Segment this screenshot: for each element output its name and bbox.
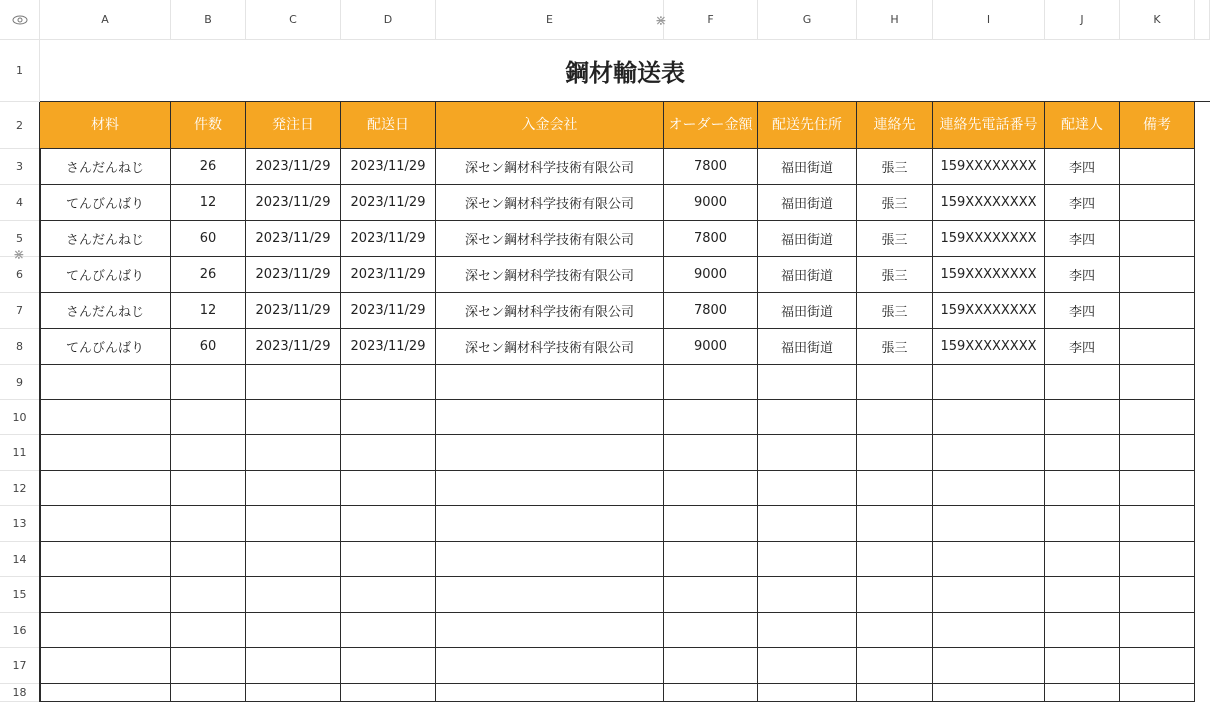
table-header-cell[interactable]: 備考 xyxy=(1120,102,1195,149)
column-header-blank xyxy=(1195,0,1210,40)
empty-cell[interactable] xyxy=(664,435,758,471)
table-cell[interactable]: 深セン鋼材科学技術有限公司 xyxy=(436,149,664,185)
empty-cell[interactable] xyxy=(758,506,857,542)
empty-cell[interactable] xyxy=(40,506,171,542)
empty-cell[interactable] xyxy=(758,648,857,684)
table-cell[interactable]: 張三 xyxy=(857,221,933,257)
empty-cell[interactable] xyxy=(341,506,436,542)
table-header-cell[interactable]: 入金会社 xyxy=(436,102,664,149)
empty-cell[interactable] xyxy=(171,365,246,400)
empty-cell[interactable] xyxy=(246,471,341,506)
table-header-cell[interactable]: 連絡先 xyxy=(857,102,933,149)
empty-cell[interactable] xyxy=(933,577,1045,613)
table-cell[interactable]: 李四 xyxy=(1045,221,1120,257)
table-cell[interactable]: 張三 xyxy=(857,293,933,329)
table-cell[interactable]: てんびんばり xyxy=(40,185,171,221)
empty-cell[interactable] xyxy=(341,684,436,702)
empty-cell[interactable] xyxy=(857,506,933,542)
column-header[interactable]: K xyxy=(1120,0,1195,40)
empty-cell[interactable] xyxy=(171,648,246,684)
table-cell[interactable]: 張三 xyxy=(857,149,933,185)
empty-cell[interactable] xyxy=(171,435,246,471)
sheet-title-cell[interactable]: 鋼材輸送表 xyxy=(40,40,1210,102)
empty-cell[interactable] xyxy=(933,435,1045,471)
eye-icon xyxy=(12,15,28,25)
empty-cell[interactable] xyxy=(664,613,758,648)
empty-cell[interactable] xyxy=(1045,506,1120,542)
table-cell[interactable]: てんびんばり xyxy=(40,329,171,365)
table-cell[interactable]: 深セン鋼材科学技術有限公司 xyxy=(436,257,664,293)
table-cell[interactable]: 福田街道 xyxy=(758,257,857,293)
table-cell[interactable]: 9000 xyxy=(664,257,758,293)
empty-cell[interactable] xyxy=(664,365,758,400)
empty-cell[interactable] xyxy=(758,435,857,471)
empty-cell[interactable] xyxy=(40,648,171,684)
empty-cell[interactable] xyxy=(436,506,664,542)
table-cell[interactable] xyxy=(1120,293,1195,329)
table-cell[interactable]: 李四 xyxy=(1045,185,1120,221)
empty-cell[interactable] xyxy=(1045,613,1120,648)
row-header[interactable]: 2 xyxy=(0,102,40,149)
empty-cell[interactable] xyxy=(40,684,171,702)
table-cell[interactable]: さんだんねじ xyxy=(40,221,171,257)
table-cell[interactable] xyxy=(1120,221,1195,257)
freeze-row-icon[interactable]: ⋇ xyxy=(13,247,25,263)
empty-cell[interactable] xyxy=(436,648,664,684)
empty-cell[interactable] xyxy=(1120,471,1195,506)
empty-cell[interactable] xyxy=(758,542,857,577)
empty-cell[interactable] xyxy=(246,577,341,613)
row-header[interactable]: 18 xyxy=(0,684,40,702)
table-cell[interactable]: 12 xyxy=(171,293,246,329)
empty-cell[interactable] xyxy=(664,400,758,435)
table-cell[interactable]: 7800 xyxy=(664,149,758,185)
column-header[interactable]: F xyxy=(664,0,758,40)
row-header[interactable]: 16 xyxy=(0,613,40,648)
empty-cell[interactable] xyxy=(857,577,933,613)
table-cell[interactable]: 2023/11/29 xyxy=(246,257,341,293)
table-cell[interactable]: 深セン鋼材科学技術有限公司 xyxy=(436,185,664,221)
empty-cell[interactable] xyxy=(933,400,1045,435)
empty-cell[interactable] xyxy=(1045,435,1120,471)
table-cell[interactable]: 159XXXXXXXX xyxy=(933,329,1045,365)
empty-cell[interactable] xyxy=(171,613,246,648)
table-cell[interactable]: 159XXXXXXXX xyxy=(933,257,1045,293)
column-header[interactable]: A xyxy=(40,0,171,40)
empty-cell[interactable] xyxy=(758,613,857,648)
empty-cell[interactable] xyxy=(436,435,664,471)
empty-cell[interactable] xyxy=(857,400,933,435)
empty-cell[interactable] xyxy=(246,400,341,435)
table-header-cell[interactable]: 発注日 xyxy=(246,102,341,149)
empty-cell[interactable] xyxy=(664,506,758,542)
table-cell[interactable]: 2023/11/29 xyxy=(341,329,436,365)
table-cell[interactable]: 2023/11/29 xyxy=(341,149,436,185)
column-header[interactable]: B xyxy=(171,0,246,40)
empty-cell[interactable] xyxy=(1045,365,1120,400)
table-header-cell[interactable]: 連絡先電話番号 xyxy=(933,102,1045,149)
table-cell[interactable]: 2023/11/29 xyxy=(246,149,341,185)
table-cell[interactable]: 深セン鋼材科学技術有限公司 xyxy=(436,293,664,329)
empty-cell[interactable] xyxy=(1120,506,1195,542)
empty-cell[interactable] xyxy=(40,435,171,471)
empty-cell[interactable] xyxy=(436,400,664,435)
row-header[interactable]: 8 xyxy=(0,329,40,365)
table-cell[interactable]: 159XXXXXXXX xyxy=(933,149,1045,185)
row-header[interactable]: 1 xyxy=(0,40,40,102)
row-header[interactable]: 4 xyxy=(0,185,40,221)
table-cell[interactable]: 張三 xyxy=(857,185,933,221)
empty-cell[interactable] xyxy=(1045,577,1120,613)
empty-cell[interactable] xyxy=(341,471,436,506)
empty-cell[interactable] xyxy=(758,684,857,702)
table-header-cell[interactable]: 配送日 xyxy=(341,102,436,149)
table-header-cell[interactable]: 件数 xyxy=(171,102,246,149)
empty-cell[interactable] xyxy=(1120,400,1195,435)
table-cell[interactable]: 2023/11/29 xyxy=(246,293,341,329)
empty-cell[interactable] xyxy=(857,435,933,471)
table-cell[interactable]: 福田街道 xyxy=(758,221,857,257)
freeze-column-icon[interactable]: ⋇ xyxy=(655,13,667,29)
column-header[interactable]: H xyxy=(857,0,933,40)
table-cell[interactable]: 9000 xyxy=(664,329,758,365)
empty-cell[interactable] xyxy=(341,435,436,471)
table-cell[interactable]: 李四 xyxy=(1045,329,1120,365)
empty-cell[interactable] xyxy=(664,471,758,506)
empty-cell[interactable] xyxy=(857,365,933,400)
empty-cell[interactable] xyxy=(246,684,341,702)
empty-cell[interactable] xyxy=(436,542,664,577)
table-cell[interactable]: 深セン鋼材科学技術有限公司 xyxy=(436,221,664,257)
table-cell[interactable]: 張三 xyxy=(857,257,933,293)
empty-cell[interactable] xyxy=(341,365,436,400)
table-cell[interactable] xyxy=(1120,329,1195,365)
empty-cell[interactable] xyxy=(1120,613,1195,648)
table-cell[interactable]: 60 xyxy=(171,221,246,257)
empty-cell[interactable] xyxy=(341,613,436,648)
empty-cell[interactable] xyxy=(40,471,171,506)
empty-cell[interactable] xyxy=(40,542,171,577)
table-cell[interactable]: 福田街道 xyxy=(758,293,857,329)
empty-cell[interactable] xyxy=(1120,577,1195,613)
empty-cell[interactable] xyxy=(171,577,246,613)
table-cell[interactable]: 李四 xyxy=(1045,293,1120,329)
empty-cell[interactable] xyxy=(933,471,1045,506)
table-cell[interactable]: 7800 xyxy=(664,221,758,257)
empty-cell[interactable] xyxy=(1045,471,1120,506)
empty-cell[interactable] xyxy=(341,542,436,577)
row-header[interactable]: 7 xyxy=(0,293,40,329)
empty-cell[interactable] xyxy=(664,648,758,684)
table-cell[interactable]: 2023/11/29 xyxy=(341,293,436,329)
empty-cell[interactable] xyxy=(857,542,933,577)
empty-cell[interactable] xyxy=(933,506,1045,542)
empty-cell[interactable] xyxy=(40,613,171,648)
table-header-cell[interactable]: 配送先住所 xyxy=(758,102,857,149)
empty-cell[interactable] xyxy=(1045,684,1120,702)
row-header[interactable]: 12 xyxy=(0,471,40,506)
table-cell[interactable]: 2023/11/29 xyxy=(341,257,436,293)
empty-cell[interactable] xyxy=(933,365,1045,400)
empty-cell[interactable] xyxy=(40,400,171,435)
row-header[interactable]: 5 xyxy=(0,221,40,257)
table-cell[interactable]: 2023/11/29 xyxy=(246,221,341,257)
empty-cell[interactable] xyxy=(1045,542,1120,577)
row-header[interactable]: 9 xyxy=(0,365,40,400)
table-header-cell[interactable]: オーダー金額 xyxy=(664,102,758,149)
row-header[interactable]: 3 xyxy=(0,149,40,185)
empty-cell[interactable] xyxy=(171,471,246,506)
empty-cell[interactable] xyxy=(1120,648,1195,684)
empty-cell[interactable] xyxy=(857,684,933,702)
column-header[interactable]: I xyxy=(933,0,1045,40)
empty-cell[interactable] xyxy=(758,471,857,506)
row-header[interactable]: 6 xyxy=(0,257,40,293)
column-header[interactable]: J xyxy=(1045,0,1120,40)
empty-cell[interactable] xyxy=(758,577,857,613)
table-cell[interactable]: 2023/11/29 xyxy=(341,185,436,221)
table-cell[interactable]: 福田街道 xyxy=(758,149,857,185)
row-header[interactable]: 14 xyxy=(0,542,40,577)
empty-cell[interactable] xyxy=(40,365,171,400)
table-cell[interactable]: 26 xyxy=(171,257,246,293)
empty-cell[interactable] xyxy=(171,506,246,542)
column-header[interactable]: C xyxy=(246,0,341,40)
table-cell[interactable] xyxy=(1120,149,1195,185)
table-cell[interactable]: 12 xyxy=(171,185,246,221)
empty-cell[interactable] xyxy=(758,400,857,435)
empty-cell[interactable] xyxy=(436,613,664,648)
table-cell[interactable]: 159XXXXXXXX xyxy=(933,185,1045,221)
empty-cell[interactable] xyxy=(1120,365,1195,400)
row-header[interactable]: 11 xyxy=(0,435,40,471)
empty-cell[interactable] xyxy=(171,400,246,435)
row-header[interactable]: 17 xyxy=(0,648,40,684)
table-cell[interactable]: 7800 xyxy=(664,293,758,329)
empty-cell[interactable] xyxy=(1120,435,1195,471)
empty-cell[interactable] xyxy=(436,577,664,613)
empty-cell[interactable] xyxy=(246,542,341,577)
empty-cell[interactable] xyxy=(341,577,436,613)
table-cell[interactable]: 深セン鋼材科学技術有限公司 xyxy=(436,329,664,365)
empty-cell[interactable] xyxy=(246,365,341,400)
table-cell[interactable]: 2023/11/29 xyxy=(246,185,341,221)
table-cell[interactable]: 張三 xyxy=(857,329,933,365)
column-header[interactable]: D xyxy=(341,0,436,40)
empty-cell[interactable] xyxy=(664,577,758,613)
empty-cell[interactable] xyxy=(933,542,1045,577)
table-cell[interactable]: 福田街道 xyxy=(758,185,857,221)
row-header[interactable]: 13 xyxy=(0,506,40,542)
table-cell[interactable]: 159XXXXXXXX xyxy=(933,293,1045,329)
table-cell[interactable]: 9000 xyxy=(664,185,758,221)
empty-cell[interactable] xyxy=(664,542,758,577)
table-cell[interactable]: 2023/11/29 xyxy=(246,329,341,365)
table-cell[interactable]: さんだんねじ xyxy=(40,293,171,329)
empty-cell[interactable] xyxy=(857,648,933,684)
table-cell[interactable]: 159XXXXXXXX xyxy=(933,221,1045,257)
row-header[interactable]: 10 xyxy=(0,400,40,435)
empty-cell[interactable] xyxy=(436,684,664,702)
empty-cell[interactable] xyxy=(171,684,246,702)
empty-cell[interactable] xyxy=(933,684,1045,702)
table-cell[interactable]: 2023/11/29 xyxy=(341,221,436,257)
table-header-cell[interactable]: 配達人 xyxy=(1045,102,1120,149)
empty-cell[interactable] xyxy=(171,542,246,577)
table-header-cell[interactable]: 材料 xyxy=(40,102,171,149)
empty-cell[interactable] xyxy=(1045,648,1120,684)
empty-cell[interactable] xyxy=(341,648,436,684)
empty-cell[interactable] xyxy=(246,613,341,648)
row-header[interactable]: 15 xyxy=(0,577,40,613)
empty-cell[interactable] xyxy=(246,506,341,542)
table-cell[interactable]: 李四 xyxy=(1045,257,1120,293)
empty-cell[interactable] xyxy=(436,365,664,400)
empty-cell[interactable] xyxy=(1120,684,1195,702)
empty-cell[interactable] xyxy=(1045,400,1120,435)
empty-cell[interactable] xyxy=(40,577,171,613)
table-cell[interactable]: さんだんねじ xyxy=(40,149,171,185)
empty-cell[interactable] xyxy=(341,400,436,435)
column-header[interactable]: G xyxy=(758,0,857,40)
table-cell[interactable] xyxy=(1120,257,1195,293)
empty-cell[interactable] xyxy=(758,365,857,400)
table-cell[interactable]: 李四 xyxy=(1045,149,1120,185)
table-cell[interactable]: 26 xyxy=(171,149,246,185)
empty-cell[interactable] xyxy=(933,648,1045,684)
empty-cell[interactable] xyxy=(857,471,933,506)
empty-cell[interactable] xyxy=(246,648,341,684)
empty-cell[interactable] xyxy=(933,613,1045,648)
column-header[interactable]: E xyxy=(436,0,664,40)
empty-cell[interactable] xyxy=(246,435,341,471)
table-cell[interactable]: 60 xyxy=(171,329,246,365)
table-cell[interactable] xyxy=(1120,185,1195,221)
table-cell[interactable]: てんびんばり xyxy=(40,257,171,293)
empty-cell[interactable] xyxy=(664,684,758,702)
empty-cell[interactable] xyxy=(436,471,664,506)
empty-cell[interactable] xyxy=(1120,542,1195,577)
table-cell[interactable]: 福田街道 xyxy=(758,329,857,365)
select-all-corner[interactable] xyxy=(0,0,40,40)
empty-cell[interactable] xyxy=(857,613,933,648)
